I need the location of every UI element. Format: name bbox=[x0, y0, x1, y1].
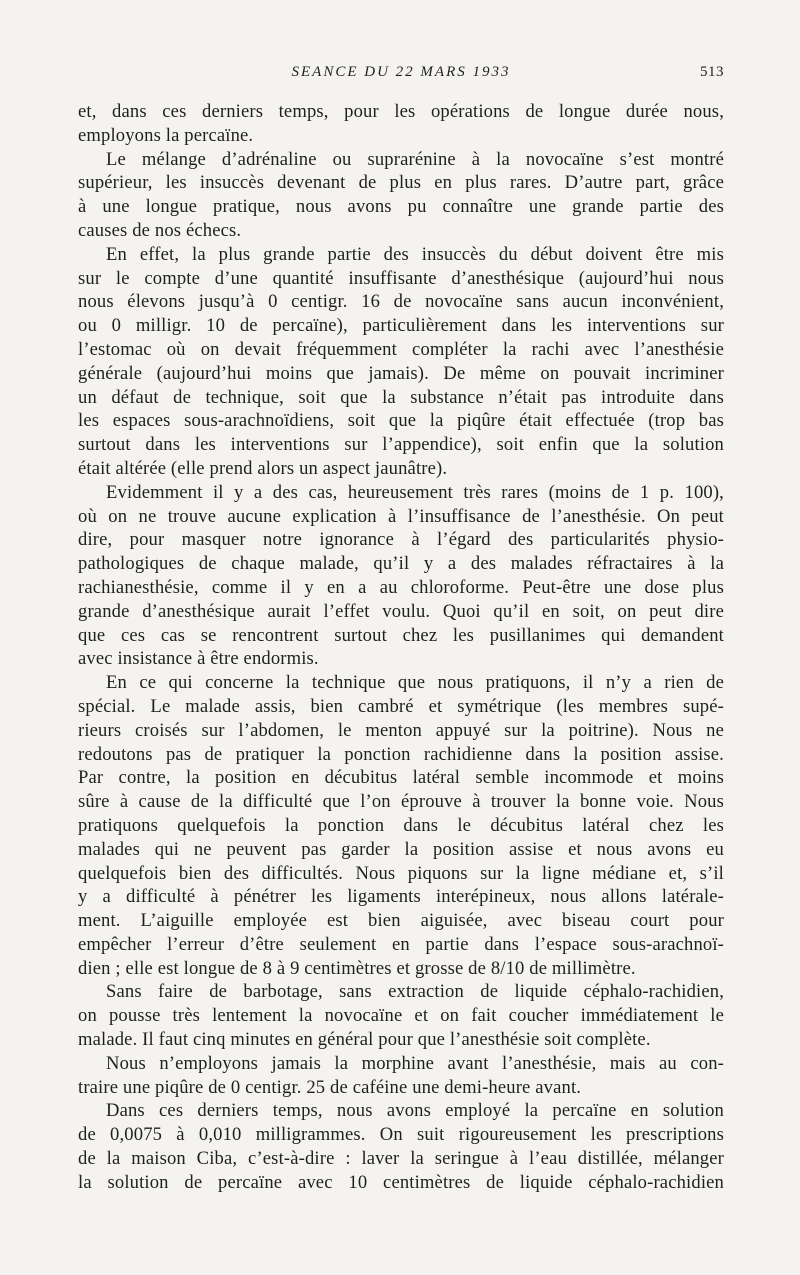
text-line: sûre à cause de la difficulté que l’on éprouve à trouver la bonne voie. Nous bbox=[78, 791, 724, 813]
text-line: En effet, la plus grande partie des insuccès du début doivent être mis bbox=[106, 243, 724, 265]
text-line: y a difficulté à pénétrer les ligaments interépineux, nous allons latérale- bbox=[78, 886, 724, 908]
text-line: Le mélange d’adrénaline ou suprarénine à la novocaïne s’est montré bbox=[106, 148, 724, 170]
text-line: redoutons pas de pratiquer la ponction rachidienne dans la position assise. bbox=[78, 743, 724, 765]
text-line: on pousse très lentement la novocaïne et on fait coucher immédiatement le bbox=[78, 1005, 724, 1027]
text-line: empêcher l’erreur d’être seulement en partie dans l’espace sous-arachnoï- bbox=[78, 933, 724, 955]
paragraph bbox=[78, 243, 724, 481]
text-line: que ces cas se rencontrent surtout chez les pusillanimes qui demandent bbox=[78, 624, 724, 646]
paragraph bbox=[78, 100, 724, 148]
text-line: spécial. Le malade assis, bien cambré et symétrique (les membres supé- bbox=[78, 695, 724, 717]
text-line: à une longue pratique, nous avons pu connaître une grande partie des bbox=[78, 196, 724, 218]
text-line: traire une piqûre de 0 centigr. 25 de caféine une demi-heure avant. bbox=[78, 1076, 582, 1098]
text-line: grande d’anesthésique aurait l’effet voulu. Quoi qu’il en soit, on peut dire bbox=[78, 600, 724, 622]
text-line: supérieur, les insuccès devenant de plus en plus rares. D’autre part, grâce bbox=[78, 172, 724, 194]
text-line: En ce qui concerne la technique que nous pratiquons, il n’y a rien de bbox=[106, 672, 724, 694]
text-line: un défaut de technique, soit que la substance n’était pas introduite dans bbox=[78, 386, 724, 408]
page-number: 513 bbox=[700, 64, 724, 80]
text-line: pathologiques de chaque malade, qu’il y a des malades réfractaires à la bbox=[78, 553, 724, 575]
text-line: de 0,0075 à 0,010 milligrammes. On suit rigoureusement les prescriptions bbox=[78, 1124, 724, 1146]
paragraph bbox=[78, 671, 724, 980]
body-text bbox=[78, 100, 724, 1195]
text-line: dire, pour masquer notre ignorance à l’égard des particularités physio- bbox=[78, 529, 724, 551]
text-line: et, dans ces derniers temps, pour les opérations de longue durée nous, bbox=[78, 101, 724, 122]
paragraph bbox=[78, 1099, 724, 1194]
text-line: nous élevons jusqu’à 0 centigr. 16 de novocaïne sans aucun inconvénient, bbox=[78, 291, 724, 313]
text-line: sur le compte d’une quantité insuffisante d’anesthésique (aujourd’hui nous bbox=[78, 267, 724, 289]
paragraph bbox=[78, 980, 724, 1051]
text-line: rachianesthésie, comme il y en a au chloroforme. Peut-être une dose plus bbox=[78, 576, 724, 598]
text-line: avec insistance à être endormis. bbox=[78, 648, 319, 670]
paragraph bbox=[78, 481, 724, 671]
text-line: employons la percaïne. bbox=[78, 124, 254, 146]
text-line: malades qui ne peuvent pas garder la position assise et nous avons eu bbox=[78, 838, 724, 860]
text-line: générale (aujourd’hui moins que jamais). De même on pouvait incriminer bbox=[78, 362, 724, 384]
text-line: ou 0 milligr. 10 de percaïne), particulièrement dans les interventions sur bbox=[78, 315, 724, 337]
text-line: ment. L’aiguille employée est bien aiguisée, avec biseau court pour bbox=[78, 910, 724, 932]
text-line: dien ; elle est longue de 8 à 9 centimètres et grosse de 8/10 de millimètre. bbox=[78, 957, 636, 979]
text-line: de la maison Ciba, c’est-à-dire : laver la seringue à l’eau distillée, mélanger bbox=[78, 1148, 724, 1170]
text-line: surtout dans les interventions sur l’appendice), soit enfin que la solution bbox=[78, 434, 724, 456]
text-line: pratiquons quelquefois la ponction dans le décubitus latéral chez les bbox=[78, 814, 724, 836]
text-line: Dans ces derniers temps, nous avons employé la percaïne en solution bbox=[106, 1100, 724, 1122]
text-line: était altérée (elle prend alors un aspect jaunâtre). bbox=[78, 457, 448, 479]
text-line: malade. Il faut cinq minutes en général pour que l’anesthésie soit complète. bbox=[78, 1029, 651, 1051]
text-line: rieurs croisés sur l’abdomen, le menton appuyé sur la poitrine). Nous ne bbox=[78, 719, 724, 741]
text-line: l’estomac où on devait fréquemment compléter la rachi avec l’anesthésie bbox=[78, 338, 724, 360]
running-head: SEANCE DU 22 MARS 1933 bbox=[291, 64, 511, 80]
text-line: quelquefois bien des difficultés. Nous piquons sur la ligne médiane et, s’il bbox=[78, 862, 724, 884]
paragraph bbox=[78, 148, 724, 243]
page-header bbox=[78, 64, 724, 84]
text-line: Evidemment il y a des cas, heureusement très rares (moins de 1 p. 100), bbox=[106, 481, 724, 503]
text-line: les espaces sous-arachnoïdiens, soit que la piqûre était effectuée (trop bas bbox=[78, 410, 724, 432]
text-line: Par contre, la position en décubitus latéral semble incommode et moins bbox=[78, 767, 724, 789]
text-line: où on ne trouve aucune explication à l’insuffisance de l’anesthésie. On peut bbox=[78, 505, 724, 527]
text-line: Nous n’employons jamais la morphine avant l’anesthésie, mais au con- bbox=[106, 1052, 724, 1074]
paragraph bbox=[78, 1052, 724, 1100]
text-line: la solution de percaïne avec 10 centimètres de liquide céphalo-rachidien bbox=[78, 1171, 724, 1193]
text-line: causes de nos échecs. bbox=[78, 219, 242, 241]
text-line: Sans faire de barbotage, sans extraction de liquide céphalo-rachidien, bbox=[106, 981, 724, 1003]
